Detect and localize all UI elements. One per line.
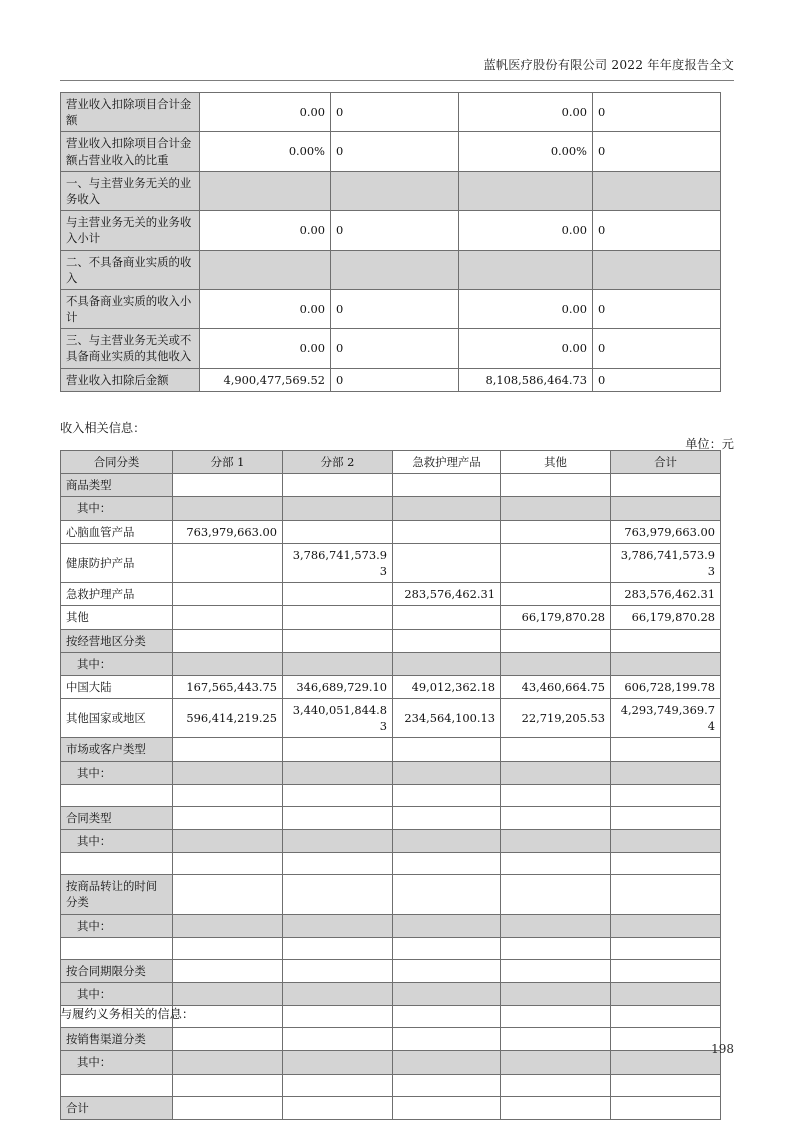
table-row: [61, 497, 721, 520]
row-value: [611, 629, 721, 652]
row-value: [283, 652, 393, 675]
deduction-table-container: [60, 92, 721, 392]
table-row: [61, 806, 721, 829]
row-value: [501, 629, 611, 652]
table-row: [61, 543, 721, 582]
table-row: [61, 937, 721, 959]
row-value: [200, 171, 331, 210]
row-value: [501, 543, 611, 582]
row-value: [283, 761, 393, 784]
row-value: [173, 583, 283, 606]
table-row: [61, 368, 721, 391]
row-value: 4,293,749,369.74: [611, 699, 721, 738]
row-value: [173, 959, 283, 982]
row-value: 0.00: [200, 211, 331, 250]
row-value: [393, 875, 501, 914]
row-label: 二、不具备商业实质的收入: [61, 250, 200, 289]
column-header: 合同分类: [61, 451, 173, 474]
row-value: [501, 853, 611, 875]
row-value: [501, 738, 611, 761]
row-value: 606,728,199.78: [611, 675, 721, 698]
row-value: 3,786,741,573.93: [611, 543, 721, 582]
row-value: 66,179,870.28: [501, 606, 611, 629]
row-label: 其中：: [61, 1051, 173, 1074]
row-value: [393, 652, 501, 675]
row-label: 一、与主营业务无关的业务收入: [61, 171, 200, 210]
row-value: [611, 982, 721, 1005]
row-value: [393, 806, 501, 829]
running-header: 蓝帆医疗股份有限公司 2022 年年度报告全文: [483, 58, 734, 72]
row-label: 按销售渠道分类: [61, 1028, 173, 1051]
contract-table-head: [61, 451, 721, 474]
row-value: [501, 1096, 611, 1119]
table-row: [61, 629, 721, 652]
row-value: [283, 853, 393, 875]
row-value: [283, 606, 393, 629]
column-header: 急救护理产品: [393, 451, 501, 474]
row-value: 0: [331, 329, 459, 368]
row-value: [393, 497, 501, 520]
row-value: 0: [593, 329, 721, 368]
header-rule: [60, 80, 734, 81]
row-value: [501, 1074, 611, 1096]
row-value: [393, 959, 501, 982]
table-row: [61, 982, 721, 1005]
column-header: 分部 1: [173, 451, 283, 474]
row-value: 0.00%: [459, 132, 593, 171]
table-row: [61, 93, 721, 132]
contract-table-body: [61, 474, 721, 1120]
table-row: [61, 250, 721, 289]
row-value: [611, 738, 721, 761]
row-value: 22,719,205.53: [501, 699, 611, 738]
row-value: [501, 761, 611, 784]
row-value: 596,414,219.25: [173, 699, 283, 738]
page-number: 198: [711, 1042, 734, 1056]
row-value: [611, 959, 721, 982]
table-row: [61, 784, 721, 806]
row-label: 其中：: [61, 914, 173, 937]
row-label: 其他: [61, 606, 173, 629]
row-value: [331, 171, 459, 210]
row-value: [393, 520, 501, 543]
table-row: [61, 606, 721, 629]
row-value: [173, 629, 283, 652]
row-value: [173, 1074, 283, 1096]
row-value: 0: [593, 93, 721, 132]
row-value: [611, 1006, 721, 1028]
row-value: 763,979,663.00: [173, 520, 283, 543]
row-value: [283, 583, 393, 606]
row-value: [501, 1006, 611, 1028]
row-value: [173, 761, 283, 784]
row-value: [283, 914, 393, 937]
row-value: [331, 250, 459, 289]
row-value: [611, 806, 721, 829]
unit-note: 单位：元: [685, 437, 734, 451]
row-value: [283, 1096, 393, 1119]
row-value: [173, 738, 283, 761]
row-value: [501, 583, 611, 606]
row-label: 健康防护产品: [61, 543, 173, 582]
row-value: [283, 982, 393, 1005]
row-value: 0.00: [459, 93, 593, 132]
table-row: [61, 738, 721, 761]
row-value: [611, 830, 721, 853]
row-label: [61, 784, 173, 806]
row-label: [61, 1074, 173, 1096]
row-value: 234,564,100.13: [393, 699, 501, 738]
row-value: [501, 982, 611, 1005]
row-value: [501, 474, 611, 497]
row-value: [173, 830, 283, 853]
row-value: [611, 1074, 721, 1096]
row-label: 按商品转让的时间分类: [61, 875, 173, 914]
table-row: [61, 171, 721, 210]
deduction-table: [60, 92, 721, 392]
table-row: [61, 1074, 721, 1096]
table-row: [61, 1096, 721, 1119]
row-label: 其他国家或地区: [61, 699, 173, 738]
row-value: 66,179,870.28: [611, 606, 721, 629]
row-value: [173, 652, 283, 675]
row-value: [173, 914, 283, 937]
row-value: [283, 784, 393, 806]
row-value: [173, 853, 283, 875]
row-value: 0.00: [459, 289, 593, 328]
row-value: 3,786,741,573.93: [283, 543, 393, 582]
row-value: [173, 875, 283, 914]
row-value: 0: [331, 93, 459, 132]
table-row: [61, 675, 721, 698]
table-row: [61, 830, 721, 853]
row-value: [393, 914, 501, 937]
row-value: [283, 1006, 393, 1028]
row-value: [393, 853, 501, 875]
row-value: [283, 959, 393, 982]
row-value: 283,576,462.31: [611, 583, 721, 606]
row-value: [173, 497, 283, 520]
row-value: [611, 937, 721, 959]
row-label: [61, 937, 173, 959]
row-value: [393, 761, 501, 784]
row-label: 市场或客户类型: [61, 738, 173, 761]
row-value: [393, 738, 501, 761]
row-value: 0: [331, 368, 459, 391]
row-value: 4,900,477,569.52: [200, 368, 331, 391]
row-value: [501, 959, 611, 982]
table-row: [61, 289, 721, 328]
row-value: 49,012,362.18: [393, 675, 501, 698]
row-value: [501, 914, 611, 937]
row-value: 0.00: [459, 329, 593, 368]
row-value: [283, 830, 393, 853]
row-value: [459, 171, 593, 210]
table-row: [61, 699, 721, 738]
row-value: 346,689,729.10: [283, 675, 393, 698]
row-value: [611, 1096, 721, 1119]
table-row: [61, 761, 721, 784]
row-value: 8,108,586,464.73: [459, 368, 593, 391]
table-row: [61, 520, 721, 543]
deduction-table-body: [61, 93, 721, 392]
row-value: [283, 937, 393, 959]
row-value: [501, 875, 611, 914]
row-label: 营业收入扣除项目合计金额: [61, 93, 200, 132]
row-label: 营业收入扣除项目合计金额占营业收入的比重: [61, 132, 200, 171]
row-label: 营业收入扣除后金额: [61, 368, 200, 391]
row-label: 合计: [61, 1096, 173, 1119]
table-row: [61, 959, 721, 982]
row-label: 其中：: [61, 497, 173, 520]
row-value: [283, 875, 393, 914]
row-label: 其中：: [61, 761, 173, 784]
row-label: 商品类型: [61, 474, 173, 497]
row-value: 0.00: [200, 289, 331, 328]
row-value: 0: [331, 211, 459, 250]
performance-obligation-caption: 与履约义务相关的信息：: [60, 1007, 195, 1021]
row-value: [501, 830, 611, 853]
row-value: 43,460,664.75: [501, 675, 611, 698]
row-value: 0: [593, 132, 721, 171]
row-label: 心脑血管产品: [61, 520, 173, 543]
row-value: [501, 806, 611, 829]
table-row: [61, 914, 721, 937]
table-row: [61, 652, 721, 675]
row-label: 合同类型: [61, 806, 173, 829]
row-value: 0.00: [200, 329, 331, 368]
table-row: [61, 329, 721, 368]
row-value: [611, 652, 721, 675]
row-value: [173, 982, 283, 1005]
row-label: 中国大陆: [61, 675, 173, 698]
table-header-row: [61, 451, 721, 474]
table-row: [61, 853, 721, 875]
row-value: [393, 937, 501, 959]
row-value: [283, 497, 393, 520]
row-value: [501, 497, 611, 520]
row-label: 不具备商业实质的收入小计: [61, 289, 200, 328]
row-value: [393, 474, 501, 497]
table-row: [61, 875, 721, 914]
row-value: [611, 474, 721, 497]
row-value: 3,440,051,844.83: [283, 699, 393, 738]
row-value: [393, 543, 501, 582]
row-value: [173, 806, 283, 829]
row-value: 283,576,462.31: [393, 583, 501, 606]
row-value: [393, 830, 501, 853]
row-value: [459, 250, 593, 289]
column-header: 合计: [611, 451, 721, 474]
row-value: [283, 1074, 393, 1096]
row-value: 167,565,443.75: [173, 675, 283, 698]
revenue-info-caption: 收入相关信息：: [60, 421, 146, 435]
row-value: [393, 629, 501, 652]
column-header: 分部 2: [283, 451, 393, 474]
row-value: 0.00%: [200, 132, 331, 171]
row-value: [283, 806, 393, 829]
row-value: [593, 171, 721, 210]
row-value: [611, 853, 721, 875]
row-value: [393, 784, 501, 806]
row-label: 与主营业务无关的业务收入小计: [61, 211, 200, 250]
row-value: [393, 606, 501, 629]
row-value: 0: [593, 289, 721, 328]
row-value: [611, 497, 721, 520]
row-value: 0: [331, 289, 459, 328]
table-row: [61, 211, 721, 250]
row-value: [393, 1096, 501, 1119]
column-header: 其他: [501, 451, 611, 474]
row-value: [393, 1006, 501, 1028]
row-value: [393, 1074, 501, 1096]
row-value: [283, 629, 393, 652]
row-value: [200, 250, 331, 289]
row-value: [283, 738, 393, 761]
table-row: [61, 474, 721, 497]
row-label: 其中：: [61, 982, 173, 1005]
row-value: 0: [331, 132, 459, 171]
row-label: 其中：: [61, 830, 173, 853]
row-value: [283, 474, 393, 497]
table-row: [61, 132, 721, 171]
row-value: [173, 1096, 283, 1119]
row-value: [501, 937, 611, 959]
row-value: [501, 784, 611, 806]
row-value: [501, 520, 611, 543]
row-value: [173, 937, 283, 959]
table-row: [61, 583, 721, 606]
row-value: 0: [593, 211, 721, 250]
row-value: [611, 784, 721, 806]
row-value: 0: [593, 368, 721, 391]
row-value: 0.00: [200, 93, 331, 132]
row-value: [173, 606, 283, 629]
row-value: [283, 520, 393, 543]
row-value: [593, 250, 721, 289]
row-value: 0.00: [459, 211, 593, 250]
row-label: [61, 853, 173, 875]
row-value: [611, 875, 721, 914]
row-value: [501, 652, 611, 675]
row-value: [173, 543, 283, 582]
row-label: 其中：: [61, 652, 173, 675]
row-value: [173, 474, 283, 497]
row-value: 763,979,663.00: [611, 520, 721, 543]
row-value: [611, 761, 721, 784]
row-value: [173, 784, 283, 806]
row-value: [611, 914, 721, 937]
row-label: 按合同期限分类: [61, 959, 173, 982]
row-label: 按经营地区分类: [61, 629, 173, 652]
row-value: [393, 982, 501, 1005]
row-label: 急救护理产品: [61, 583, 173, 606]
row-label: 三、与主营业务无关或不具备商业实质的其他收入: [61, 329, 200, 368]
